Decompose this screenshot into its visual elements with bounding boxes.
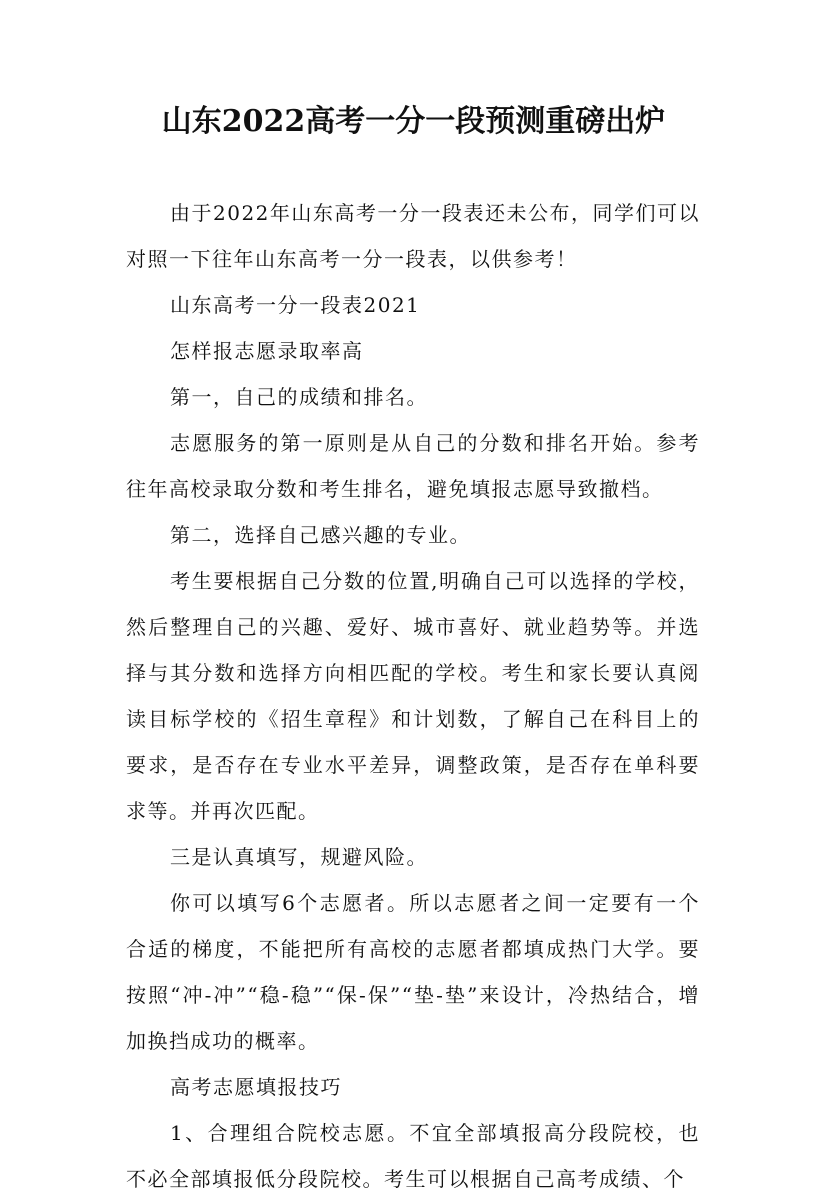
paragraph-tip-one: 1、合理组合院校志愿。不宜全部填报高分段院校，也不必全部填报低分段院校。考生可以根据自己高考成绩、个 <box>126 1121 700 1191</box>
paragraph-point-two: 第二，选择自己感兴趣的专业。 <box>170 523 471 547</box>
paragraph-intro: 由于2022年山东高考一分一段表还未公布，同学们可以对照一下往年山东高考一分一段表，以供参考！ <box>126 201 700 271</box>
paragraph-point-one: 第一，自己的成绩和排名。 <box>170 385 428 409</box>
paragraph-point-three: 三是认真填写，规避风险。 <box>170 845 428 869</box>
document-body <box>126 190 700 1202</box>
paragraph-table-reference: 山东高考一分一段表2021 <box>170 293 421 317</box>
document-title: 山东2022高考一分一段预测重磅出炉 <box>161 104 666 139</box>
section-heading-how-to-apply: 怎样报志愿录取率高 <box>170 339 364 363</box>
paragraph-gradient: 你可以填写6个志愿者。所以志愿者之间一定要有一个合适的梯度，不能把所有高校的志愿者都填成热门大学。要按照“冲-冲”“稳-稳”“保-保”“垫-垫”来设计，冷热结合，增加换挡成功的概率。 <box>126 891 700 1053</box>
section-heading-tips: 高考志愿填报技巧 <box>170 1075 342 1099</box>
paragraph-principle: 志愿服务的第一原则是从自己的分数和排名开始。参考往年高校录取分数和考生排名，避免填报志愿导致撤档。 <box>126 431 700 501</box>
paragraph-school-selection: 考生要根据自己分数的位置,明确自己可以选择的学校，然后整理自己的兴趣、爱好、城市喜好、就业趋势等。并选择与其分数和选择方向相匹配的学校。考生和家长要认真阅读目标学校的《招生章程》和计划数，了解自己在科目上的要求，是否存在专业水平差异，调整政策，是否存在单科要求等。并再次匹配。 <box>126 569 700 823</box>
